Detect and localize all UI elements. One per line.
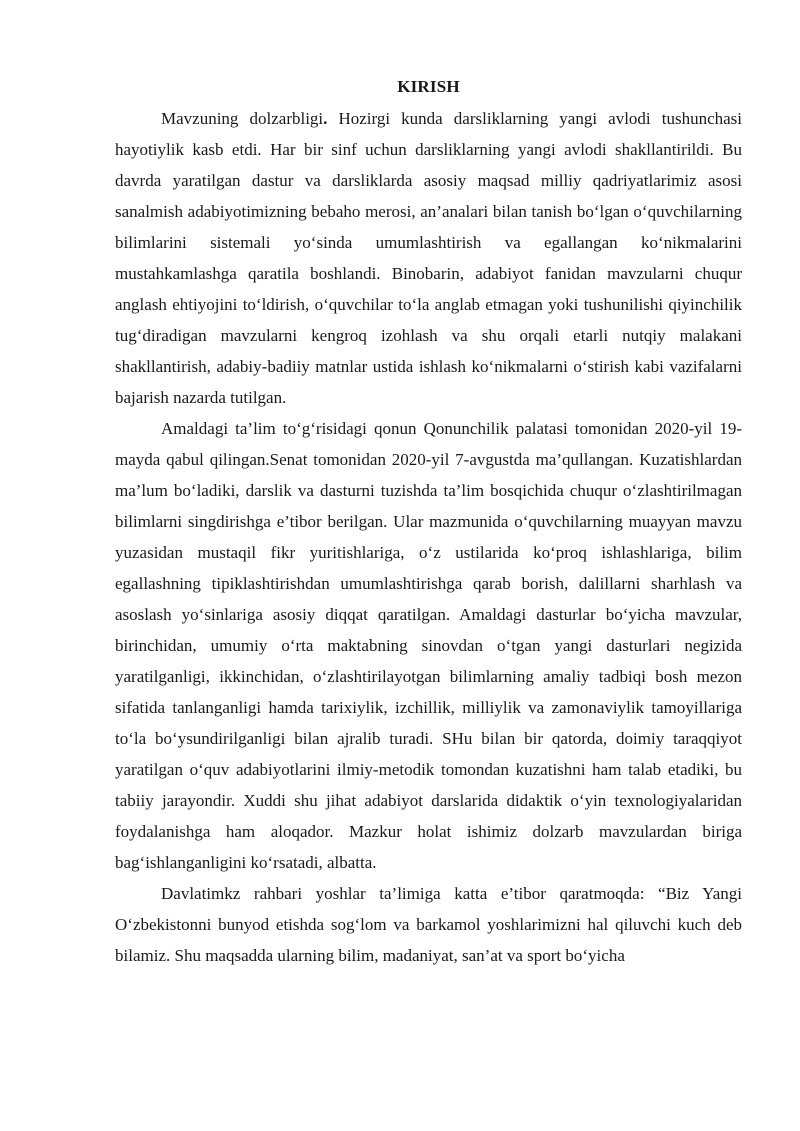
- document-page: [115, 74, 742, 971]
- paragraph-lead-punct: .: [323, 109, 328, 128]
- paragraph-education-law: [115, 413, 742, 878]
- paragraph-relevance: [115, 103, 742, 413]
- paragraph-text: Davlatimkz rahbari yoshlar ta’limiga katta e’tibor qaratmoqda: “Biz Yangi O‘zbekistonni bunyod etishda sog‘lom va barkamol yoshlarimizni hal qiluvchi kuch deb bilamiz. Shu maqsadda ularning bilim, madaniyat, san’at va sport bo‘yicha: [115, 884, 742, 965]
- paragraph-lead: Mavzuning dolzarbligi: [161, 109, 324, 128]
- paragraph-youth: [115, 878, 742, 971]
- paragraph-text: Amaldagi ta’lim to‘g‘risidagi qonun Qonunchilik palatasi tomonidan 2020-yil 19-mayda qabul qilingan.Senat tomonidan 2020-yil 7-avgustda ma’qullangan. Kuzatishlardan ma’lum bo‘ladiki, darslik va dasturni tuzishda ta’lim bosqichida chuqur o‘zlashtirilmagan bilimlarni singdirishga e’tibor berilgan. Ular mazmunida o‘quvchilarning muayyan mavzu yuzasidan mustaqil fikr yuritishlariga, o‘z ustilarida ko‘proq ishlashlariga, bilim egallashning tipiklashtirishdan umumlashtirishga qarab borish, dalillarni sharhlash va asoslash yo‘sinlariga asosiy diqqat qaratilgan. Amaldagi dasturlar bo‘yicha mavzular, birinchidan, umumiy o‘rta maktabning sinovdan o‘tgan yangi dasturlari negizida yaratilganligi, ikkinchidan, o‘zlashtirilayotgan bilimlarning amaliy tadbiqi bosh mezon sifatida tanlanganligi hamda tarixiylik, izchillik, milliylik va zamonaviylik tamoyillariga to‘la bo‘ysundirilganligi bilan ajralib turadi. SHu bilan bir qatorda, doimiy taraqqiyot yaratilgan o‘quv adabiyotlarini ilmiy-metodik tomondan kuzatishni ham talab etadiki, bu tabiiy jarayondir. Xuddi shu jihat adabiyot darslarida didaktik o‘yin texnologiyalaridan foydalanishga ham aloqador. Mazkur holat ishimiz dolzarb mavzulardan biriga bag‘ishlanganligini ko‘rsatadi, albatta.: [115, 419, 742, 872]
- paragraph-text: Hozirgi kunda darsliklarning yangi avlodi tushunchasi hayotiylik kasb etdi. Har bir sinf uchun darsliklarning yangi avlodi shakllantirildi. Bu davrda yaratilgan dastur va darsliklarda asosiy maqsad milliy qadriyatlarimiz asosi sanalmish adabiyotimizning bebaho merosi, an’analari bilan tanish bo‘lgan o‘quvchilarning bilimlarini sistemali yo‘sinda umumlashtirish va egallangan ko‘nikmalarini mustahkamlashga qaratila boshlandi. Binobarin, adabiyot fanidan mavzularni chuqur anglash ehtiyojini to‘ldirish, o‘quvchilar to‘la anglab etmagan yoki tushunilishi qiyinchilik tug‘diradigan mavzularni kengroq izohlash va shu orqali etarli nutqiy malakani shakllantirish, adabiy-badiiy matnlar ustida ishlash ko‘nikmalarni o‘stirish kabi vazifalarni bajarish nazarda tutilgan.: [115, 109, 742, 407]
- section-heading: KIRISH: [397, 77, 460, 96]
